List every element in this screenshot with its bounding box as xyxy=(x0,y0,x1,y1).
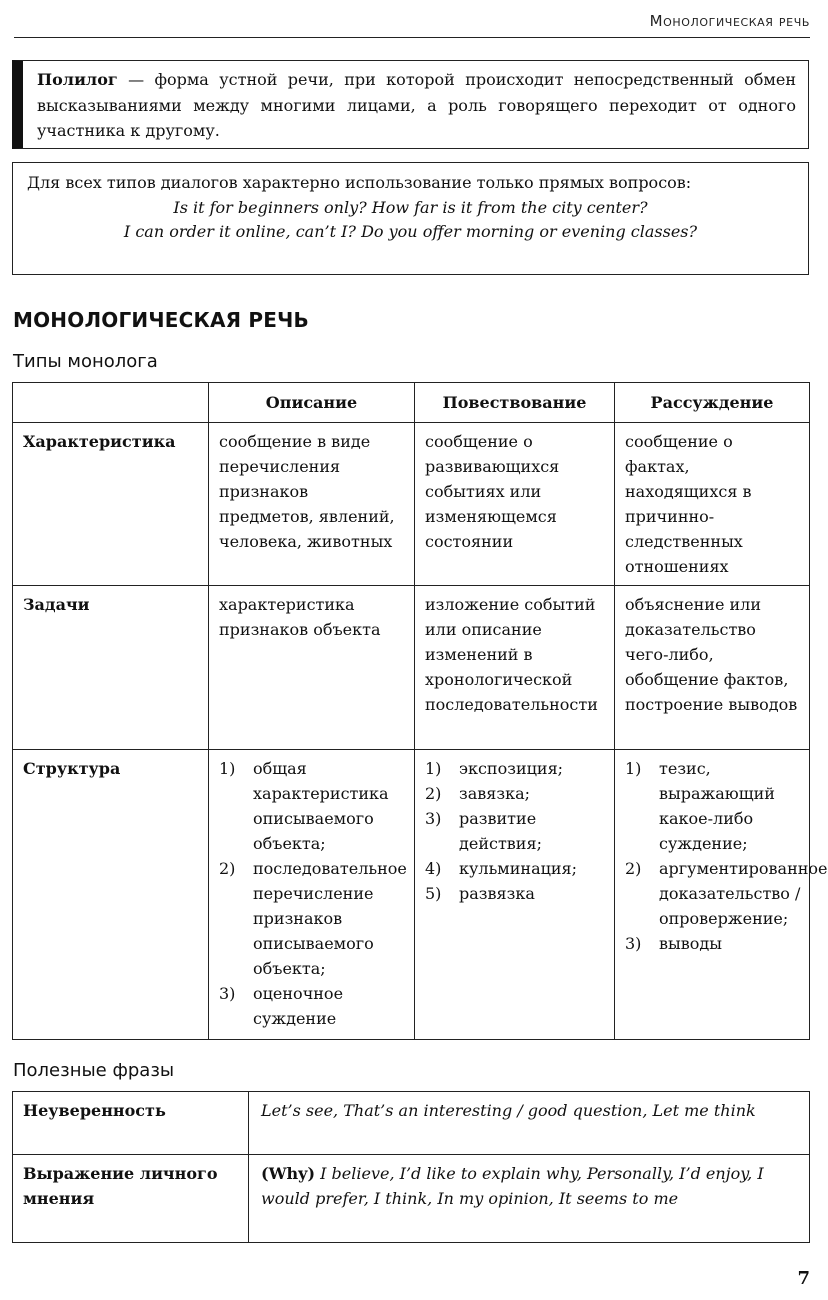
useful-phrases-table xyxy=(12,1091,810,1243)
table-corner-cell xyxy=(13,383,209,423)
table-cell: сообщение о развивающихся событиях или изменяющемся состоянии xyxy=(415,423,615,586)
monologue-types-table xyxy=(12,382,828,1040)
note-text: Для всех типов диалогов характерно использование только прямых вопросов: xyxy=(27,173,692,192)
list-item: 2) последовательное перечисление признаков описываемого объекта; xyxy=(219,859,407,978)
list-item: 5) развязка xyxy=(425,884,535,903)
column-header: Повествование xyxy=(415,383,615,423)
table-cell: изложение событий или описание изменений в хронологической последовательности xyxy=(415,586,615,750)
definition-term: Полилог xyxy=(37,70,118,89)
phrases-title: Полезные фразы xyxy=(13,1060,175,1081)
table-row xyxy=(13,750,810,1040)
page-number: 7 xyxy=(797,1268,810,1289)
section-title: МОНОЛОГИЧЕСКАЯ РЕЧЬ xyxy=(13,308,309,332)
row-header: Выражение личного мнения xyxy=(13,1155,249,1243)
structure-list xyxy=(625,756,828,956)
list-item: 3) развитие действия; xyxy=(425,809,542,853)
list-item: 3) оценочное суждение xyxy=(219,984,344,1028)
phrase-prefix: (Why) xyxy=(261,1164,316,1183)
list-item: 2) аргументированное доказательство / опровержение; xyxy=(625,859,828,928)
header-rule xyxy=(14,37,810,38)
row-header: Задачи xyxy=(13,586,209,750)
definition-text: — форма устной речи, при которой происходит непосредственный обмен высказываниями между многими лицами, а роль говорящего переходит от одного участника к другому. xyxy=(37,70,796,140)
table-cell xyxy=(415,750,615,1040)
table-row xyxy=(13,1155,810,1243)
list-item: 4) кульминация; xyxy=(425,859,578,878)
table-row xyxy=(13,586,810,750)
table-cell xyxy=(209,750,415,1040)
table-cell: сообщение о фактах, находящихся в причинно-следственных отношениях xyxy=(615,423,810,586)
table-row xyxy=(13,423,810,586)
note-box xyxy=(12,162,809,275)
list-item: 1) экспозиция; xyxy=(425,759,564,778)
row-header: Неуверенность xyxy=(13,1092,249,1155)
list-item: 2) завязка; xyxy=(425,784,531,803)
table-row xyxy=(13,1092,810,1155)
row-header: Структура xyxy=(13,750,209,1040)
phrase-cell xyxy=(249,1155,810,1243)
row-header: Характеристика xyxy=(13,423,209,586)
list-item: 3) выводы xyxy=(625,934,722,953)
list-item: 1) тезис, выражающий какое-либо суждение; xyxy=(625,759,775,853)
structure-list xyxy=(425,756,606,906)
column-header: Рассуждение xyxy=(615,383,810,423)
table-cell: сообщение в виде перечисления признаков предметов, явлений, человека, животных xyxy=(209,423,415,586)
phrase-text: I believe, I’d like to explain why, Personally, I’d enjoy, I would prefer, I think, In my opinion, It seems to me xyxy=(261,1164,764,1208)
table-cell: объяснение или доказательство чего-либо, обобщение фактов, построение выводов xyxy=(615,586,810,750)
table-cell: характеристика признаков объекта xyxy=(209,586,415,750)
structure-list xyxy=(219,756,406,1031)
table-cell xyxy=(615,750,828,1040)
definition-box xyxy=(12,60,809,149)
phrase-cell: Let’s see, That’s an interesting / good question, Let me think xyxy=(249,1092,810,1155)
note-example-line-2: I can order it online, can’t I? Do you offer morning or evening classes? xyxy=(123,222,698,241)
running-head: Монологическая речь xyxy=(649,12,810,30)
types-title: Типы монолога xyxy=(13,351,158,372)
list-item: 1) общая характеристика описываемого объекта; xyxy=(219,759,389,853)
table-header-row xyxy=(13,383,810,423)
note-example-line-1: Is it for beginners only? How far is it from the city center? xyxy=(173,197,648,217)
column-header: Описание xyxy=(209,383,415,423)
